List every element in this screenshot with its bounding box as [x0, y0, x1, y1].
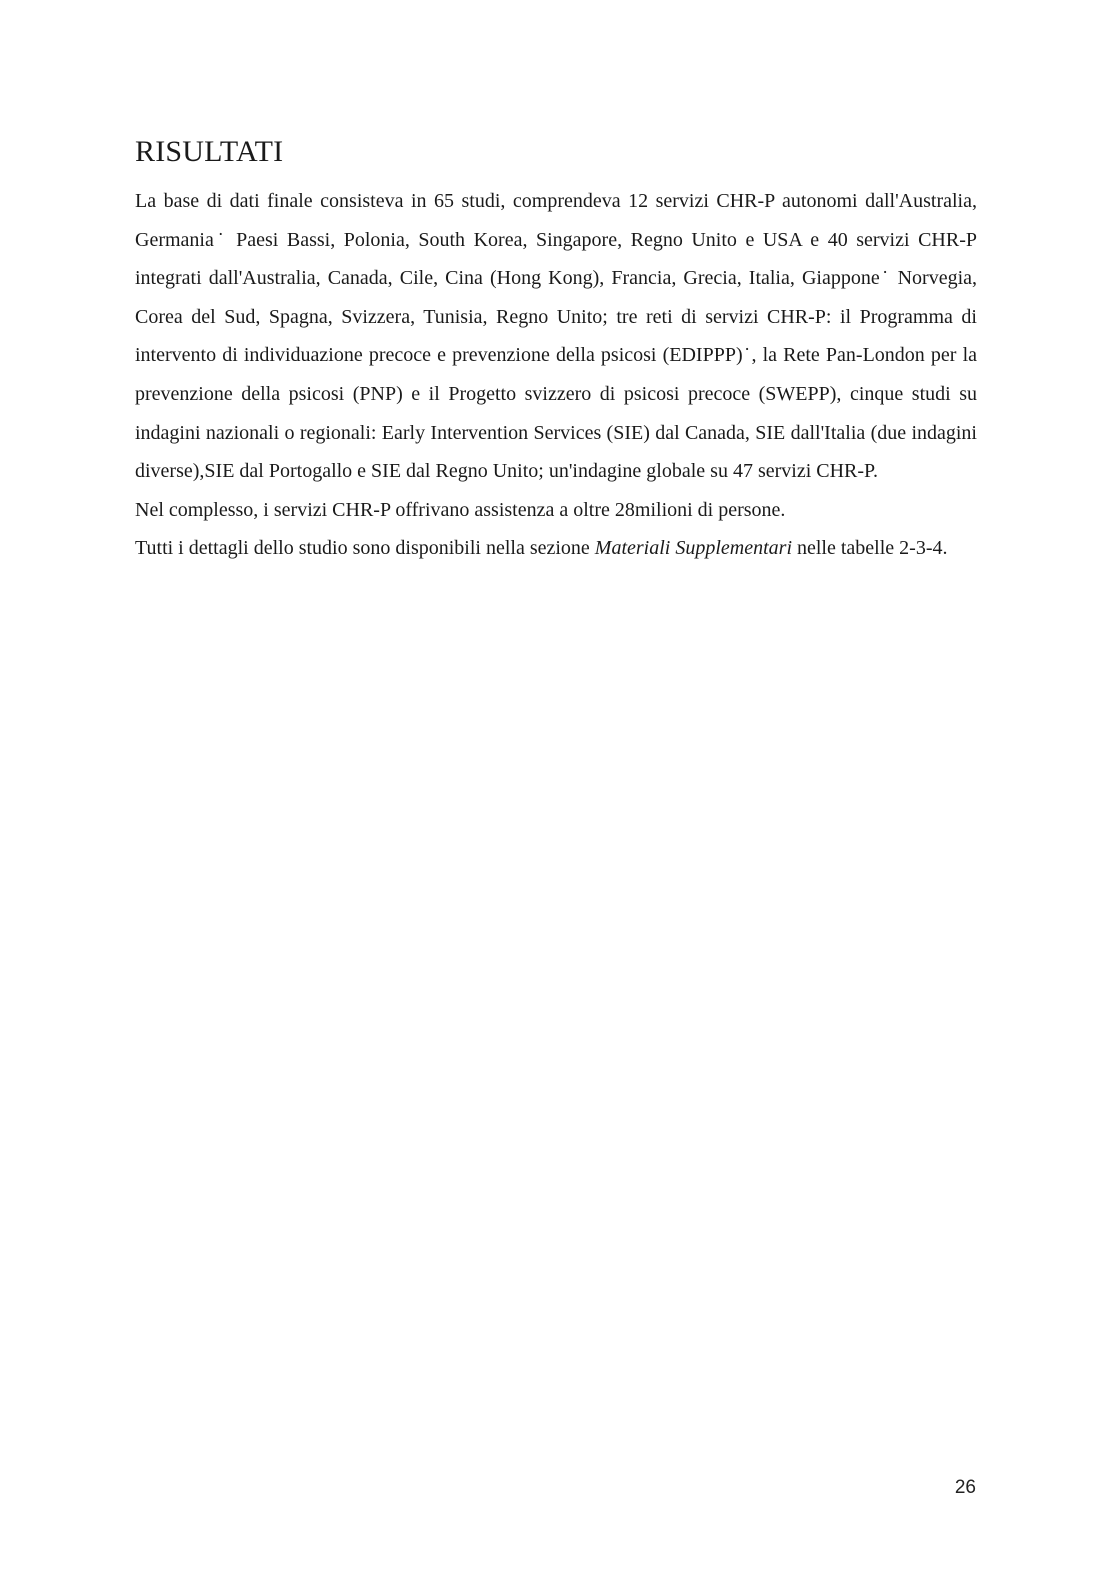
- results-paragraph: La base di dati finale consisteva in 65 studi, comprendeva 12 servizi CHR-P autonomi dall'Australia, Germania˙ Paesi Bassi, Polonia, South Korea, Singapore, Regno Unito e USA e 40 servizi CHR-P integrati dall'Australia, Canada, Cile, Cina (Hong Kong), Francia, Grecia, Italia, Giappone˙ Norvegia, Corea del Sud, Spagna, Svizzera, Tunisia, Regno Unito; tre reti di servizi CHR-P: il Programma di intervento di individuazione precoce e prevenzione della psicosi (EDIPPP)˙, la Rete Pan-London per la prevenzione della psicosi (PNP) e il Progetto svizzero di psicosi precoce (SWEPP), cinque studi su indagini nazionali o regionali: Early Intervention Services (SIE) dal Canada, SIE dall'Italia (due indagini diverse),SIE dal Portogallo e SIE dal Regno Unito; un'indagine globale su 47 servizi CHR-P.: [135, 190, 977, 483]
- summary-paragraph: Nel complesso, i servizi CHR-P offrivano assistenza a oltre 28milioni di persone.: [135, 498, 786, 521]
- supplementary-materials-reference: Materiali Supplementari: [594, 537, 792, 560]
- details-text-start: Tutti i dettagli dello studio sono disponibili nella sezione: [135, 537, 595, 560]
- page-number: 26: [954, 1477, 976, 1498]
- page-content: [135, 128, 977, 568]
- details-text-end: nelle tabelle 2-3-4.: [792, 537, 948, 560]
- details-paragraph: [135, 529, 977, 568]
- section-heading: RISULTATI: [135, 135, 284, 168]
